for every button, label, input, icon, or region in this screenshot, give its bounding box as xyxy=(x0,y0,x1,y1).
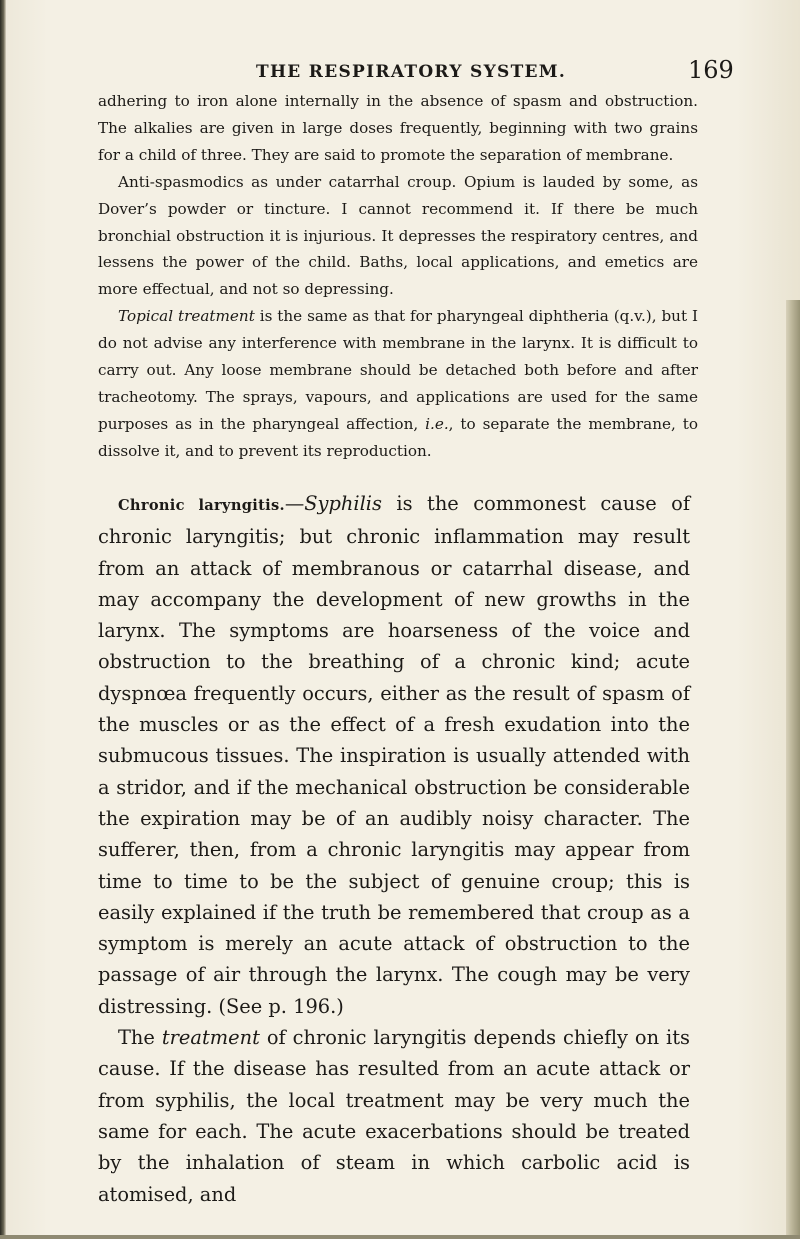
paragraph xyxy=(98,1022,690,1210)
ie-abbreviation: i.e. xyxy=(425,414,449,433)
paragraph-text: Anti-spasmodics as under catarrhal croup. Opium is lauded by some, as Dover’s powder or tincture. I cannot recommend it. If there be much bronchial obstruction it is injurious. It depresses the respiratory centres, and lessens the power of the child. Baths, local applications, and emetics are more effectual, and not so depressing. xyxy=(98,172,698,299)
small-type-section xyxy=(98,88,698,465)
em-dash: — xyxy=(284,492,305,515)
treatment-term: treatment xyxy=(161,1026,260,1050)
topical-treatment-heading: Topical treatment xyxy=(118,307,255,326)
running-head: THE RESPIRATORY SYSTEM. xyxy=(256,62,567,82)
page-edge-shadow xyxy=(786,300,800,1239)
paragraph-text: , to separate the membrane, to dissolve it, and to prevent its reproduction. xyxy=(98,414,698,460)
page-gutter-shadow xyxy=(0,0,6,1239)
page-bottom-edge xyxy=(0,1235,800,1239)
paragraph-text: of chronic laryngitis depends chiefly on its cause. If the disease has resulted from an acute attack or from syphilis, the local treatment may be very much the same for each. The acute exacerbations should be treated by the inhalation of steam in which carbolic acid is atomised, and xyxy=(98,1026,690,1206)
paragraph xyxy=(98,488,690,1022)
paragraph-text: adhering to iron alone internally in the absence of spasm and obstruction. The alkalies are given in large doses frequently, beginning with two grains for a child of three. They are said to promote the separation of membrane. xyxy=(98,92,698,164)
paragraph xyxy=(98,169,698,304)
page-header xyxy=(0,56,800,86)
large-type-section xyxy=(98,488,690,1210)
page-number: 169 xyxy=(688,56,734,84)
paragraph xyxy=(98,88,698,169)
paragraph xyxy=(98,303,698,464)
paragraph-text: is the commonest cause of chronic laryngitis; but chronic inflammation may result from an attack of membranous or catarrhal disease, and may accompany the development of new growths in the larynx. The symptoms are hoarseness of the voice and obstruction to the breathing of a chronic kind; acute dyspnœa frequently occurs, either as the result of spasm of the muscles or as the effect of a fresh exudation into the submucous tissues. The inspiration is usually attended with a stridor, and if the mechanical obstruction be considerable the expiration may be of an audibly noisy character. The sufferer, then, from a chronic laryngitis may appear from time to time to be the subject of genuine croup; this is easily explained if the truth be remembered that croup as a symptom is merely an acute attack of obstruction to the passage of air through the larynx. The cough may be very distressing. (See p. 196.) xyxy=(98,492,691,1018)
chronic-laryngitis-heading: Chronic laryngitis. xyxy=(118,497,285,514)
syphilis-term: Syphilis xyxy=(304,492,382,515)
paragraph-text: is the same as that for pharyngeal diphtheria (q.v.), but I do not advise any interference with membrane in the larynx. It is difficult to carry out. Any loose membrane should be detached both before and after tracheotomy. The sprays, vapours, and applications are used for the same purposes as in the pharyngeal affection, xyxy=(98,307,698,433)
paragraph-text: The xyxy=(118,1026,162,1050)
